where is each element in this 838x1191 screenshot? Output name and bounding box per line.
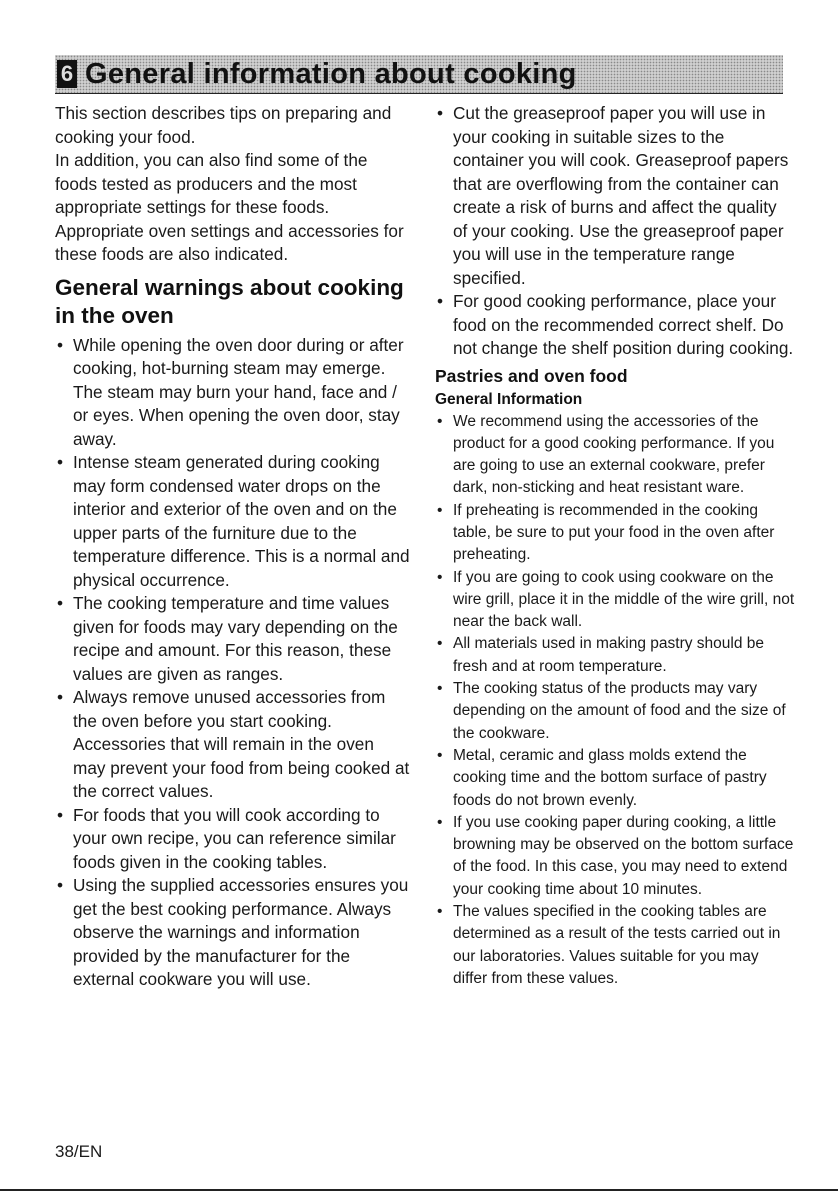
list-item-text: Cut the greaseproof paper you will use in your cooking in suitable sizes to the container you will cook. Greaseproof papers that are overflowing from the container can create a risk of burns and affect the quality of your cooking. Use the greaseproof paper you will use in the temperature range specified. bbox=[453, 103, 789, 288]
section-number-badge: 6 bbox=[57, 60, 77, 88]
bullet-icon: • bbox=[437, 903, 443, 921]
intro-paragraph-1: This section describes tips on preparing and cooking your food. bbox=[55, 103, 392, 147]
list-item bbox=[435, 633, 795, 678]
bullet-icon: • bbox=[437, 680, 443, 698]
list-item bbox=[55, 686, 410, 804]
list-item-text: The values specified in the cooking tables are determined as a result of the tests carried out in our laboratories. Values suitable for you may differ from these values. bbox=[453, 903, 781, 987]
right-column bbox=[435, 102, 795, 990]
list-item-text: For foods that you will cook according to your own recipe, you can reference similar foods given in the cooking tables. bbox=[73, 804, 396, 872]
paper-shelf-list bbox=[435, 102, 795, 361]
list-item-text: Using the supplied accessories ensures you get the best cooking performance. Always observe the warnings and information provided by the manufacturer for the external cookware you will use. bbox=[73, 875, 409, 989]
intro-paragraph-2: In addition, you can also find some of the foods tested as producers and the most appropriate settings for these foods. Appropriate oven settings and accessories for these foods are also indicated. bbox=[55, 150, 404, 264]
bullet-icon: • bbox=[57, 804, 64, 825]
bullet-icon: • bbox=[57, 687, 64, 707]
list-item bbox=[435, 678, 795, 745]
list-item-text: Always remove unused accessories from the oven before you start cooking. Accessories that will remain in the oven may prevent your food from being cooked at the correct values. bbox=[73, 687, 410, 801]
general-information-heading: General Information bbox=[435, 390, 583, 408]
list-item bbox=[55, 334, 410, 452]
bullet-icon: • bbox=[57, 452, 64, 472]
list-item-text: If you are going to cook using cookware on the wire grill, place it in the middle of the wire grill, not near the back wall. bbox=[453, 568, 795, 631]
bullet-icon: • bbox=[437, 412, 443, 430]
list-item bbox=[435, 901, 795, 990]
list-item bbox=[55, 451, 410, 592]
bullet-icon: • bbox=[437, 501, 443, 519]
bullet-icon: • bbox=[437, 746, 443, 764]
page-number: 38/EN bbox=[55, 1142, 103, 1161]
list-item-text: If you use cooking paper during cooking, a little browning may be observed on the bottom surface of the food. In this case, you may need to extend your cooking time about 10 minutes. bbox=[453, 813, 794, 898]
bullet-icon: • bbox=[437, 635, 443, 653]
warnings-list bbox=[55, 334, 410, 992]
bullet-icon: • bbox=[57, 875, 64, 895]
pastries-heading: Pastries and oven food bbox=[435, 365, 628, 386]
list-item bbox=[435, 290, 795, 361]
list-item bbox=[435, 745, 795, 812]
bullet-icon: • bbox=[437, 103, 444, 123]
list-item bbox=[435, 500, 795, 567]
list-item bbox=[435, 411, 795, 500]
list-item-text: While opening the oven door during or after cooking, hot-burning steam may emerge. The steam may burn your hand, face and / or eyes. When opening the oven door, stay away. bbox=[73, 334, 404, 449]
list-item-text: If preheating is recommended in the cooking table, be sure to put your food in the oven after preheating. bbox=[453, 501, 775, 564]
list-item-text: The cooking status of the products may vary depending on the amount of food and the size of the cookware. bbox=[453, 680, 786, 742]
list-item bbox=[435, 812, 795, 901]
bullet-icon: • bbox=[57, 593, 64, 613]
list-item-text: The cooking temperature and time values given for foods may vary depending on the recipe and amount. For this reason, these values are given as ranges. bbox=[73, 593, 398, 684]
bullet-icon: • bbox=[437, 291, 444, 311]
list-item-text: Metal, ceramic and glass molds extend the cooking time and the bottom surface of pastry foods do not brown evenly. bbox=[453, 746, 767, 809]
list-item-text: All materials used in making pastry should be fresh and at room temperature. bbox=[453, 635, 765, 675]
left-column bbox=[55, 102, 410, 992]
list-item bbox=[435, 567, 795, 634]
list-item bbox=[55, 874, 410, 992]
list-item-text: For good cooking performance, place your food on the recommended correct shelf. Do not change the shelf position during cooking. bbox=[453, 291, 794, 358]
section-title: General information about cooking bbox=[85, 58, 577, 90]
bullet-icon: • bbox=[437, 813, 443, 831]
bullet-icon: • bbox=[57, 334, 64, 355]
list-item bbox=[55, 804, 410, 875]
warnings-heading: General warnings about cooking in the oven bbox=[55, 274, 404, 328]
list-item bbox=[55, 592, 410, 686]
general-information-list bbox=[435, 411, 795, 991]
list-item bbox=[435, 102, 795, 290]
bullet-icon: • bbox=[437, 568, 443, 586]
list-item-text: Intense steam generated during cooking may form condensed water drops on the interior and exterior of the oven and on the upper parts of the furniture due to the temperature difference. This is a normal and physical occurrence. bbox=[73, 452, 410, 590]
section-header bbox=[55, 55, 783, 94]
list-item-text: We recommend using the accessories of the product for a good cooking performance. If you are going to use an external cookware, prefer dark, non-sticking and heat resistant ware. bbox=[453, 412, 775, 497]
